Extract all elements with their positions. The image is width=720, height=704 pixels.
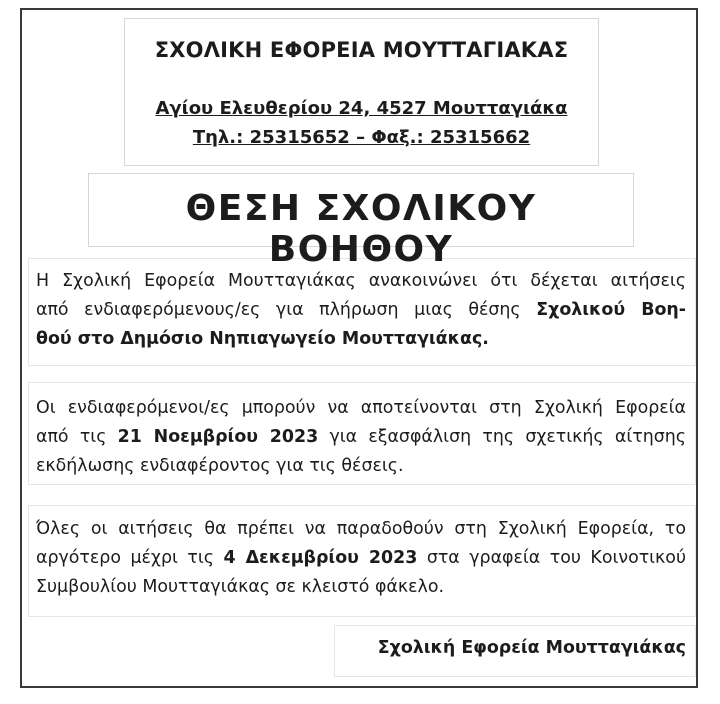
paragraph-application-start — [36, 394, 686, 481]
paragraph-3-line-3: Συμβουλίου Μουτταγιάκας σε κλειστό φάκελο. — [36, 577, 445, 597]
position-title-emphasis: Σχολικού Βοη- — [536, 300, 686, 320]
signature: Σχολική Εφορεία Μουτταγιάκας — [377, 638, 686, 658]
paragraph-2-line-3: εκδήλωσης ενδιαφέροντος για τις θέσεις. — [36, 456, 404, 476]
contact-line: Τηλ.: 25315652 – Φαξ.: 25315662 — [192, 127, 531, 148]
paragraph-2-line-1: Οι ενδιαφερόμενοι/ες μπορούν να αποτείνονται στη Σχολική Εφορεία — [36, 398, 686, 418]
notice-title: ΘΕΣΗ ΣΧΟΛΙΚΟΥ ΒΟΗΘΟΥ — [185, 188, 537, 270]
start-date: 21 Νοεμβρίου 2023 — [117, 427, 319, 447]
deadline-date: 4 Δεκεμβρίου 2023 — [223, 548, 418, 568]
header-box — [124, 18, 599, 166]
paragraph-announcement — [36, 267, 686, 354]
paragraph-1-line-2: από ενδιαφερόμενους/ες για πλήρωση μιας θέσης Σχολικού Βοη- — [36, 300, 686, 320]
paragraph-3-line-2: αργότερο μέχρι τις 4 Δεκεμβρίου 2023 στα γραφεία του Κοινοτικού — [36, 548, 687, 568]
paragraph-2-line-2: από τις 21 Νοεμβρίου 2023 για εξασφάλιση της σχετικής αίτησης — [36, 427, 686, 447]
paragraph-1-line-3: θού στο Δημόσιο Νηπιαγωγείο Μουτταγιάκας. — [36, 329, 489, 349]
title-box — [88, 173, 634, 270]
paragraph-deadline — [36, 515, 686, 602]
organization-name: ΣΧΟΛΙΚΗ ΕΦΟΡΕΙΑ ΜΟΥΤΤΑΓΙΑΚΑΣ — [154, 38, 569, 62]
paragraph-1-line-1: Η Σχολική Εφορεία Μουτταγιάκας ανακοινώνει ότι δέχεται αιτήσεις — [36, 271, 686, 291]
paragraph-3-line-1: Όλες οι αιτήσεις θα πρέπει να παραδοθούν στη Σχολική Εφορεία, το — [36, 519, 686, 539]
address-line: Αγίου Ελευθερίου 24, 4527 Μουτταγιάκα — [155, 98, 568, 119]
